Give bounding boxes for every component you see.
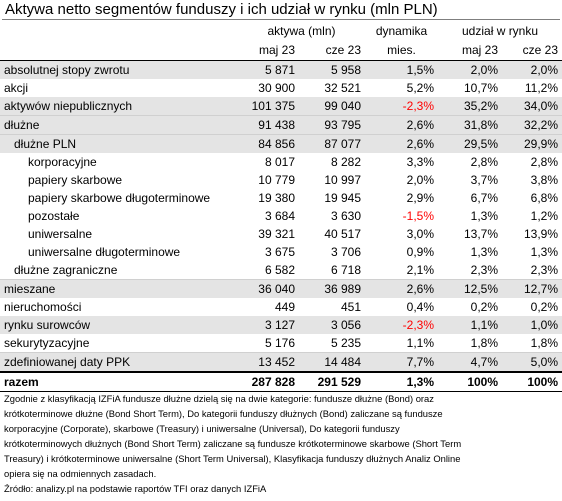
aktywa-cze-cell: 3 706 [330,245,362,259]
footnotes [4,391,554,496]
header-dynamika: dynamika [375,24,428,38]
udzial-maj-cell: 6,7% [470,191,499,205]
table-title: Aktywa netto segmentów funduszy i ich udział w rynku (mln PLN) [2,0,560,20]
udzial-cze-cell: 2,8% [530,155,559,169]
header-udzial-cze: cze 23 [502,41,562,61]
udzial-cze-cell: 32,2% [502,116,562,135]
aktywa-cze-cell: 5 958 [299,61,365,80]
row-label: dłużne [0,116,238,135]
table-row [0,353,562,373]
udzial-cze-cell: 1,8% [502,334,562,353]
dynamika-cell: 0,4% [406,300,435,314]
udzial-maj-cell: 0,2% [470,300,499,314]
aktywa-cze-cell: 93 795 [299,116,365,135]
udzial-maj-cell: 13,7% [463,227,499,241]
row-label: zdefiniowanej daty PPK [0,353,238,373]
header-aktywa: aktywa (mln) [267,24,336,38]
funds-table [0,21,562,392]
aktywa-maj-cell: 10 779 [258,173,295,187]
total-a1-cell: 287 828 [238,372,299,392]
aktywa-maj-cell: 3 684 [264,209,295,223]
udzial-maj-cell: 1,3% [470,245,499,259]
aktywa-maj-cell: 449 [274,300,295,314]
header-mies: mies. [365,41,438,61]
aktywa-cze-cell: 6 718 [299,261,365,280]
udzial-cze-cell: 3,8% [530,173,559,187]
aktywa-cze-cell: 3 056 [299,316,365,334]
udzial-cze-cell: 2,3% [502,261,562,280]
aktywa-maj-cell: 3 675 [264,245,295,259]
header-row-1 [0,21,562,41]
udzial-cze-cell: 5,0% [502,353,562,373]
footnote-line: krótkoterminowe dłużne (Bond Short Term), Do kategorii funduszy dłużnych (Bond) zaliczane są fundusze [4,408,443,419]
aktywa-maj-cell: 3 127 [238,316,299,334]
footnote-line: opiera się na odmiennych zasadach. [4,468,157,479]
udzial-maj-cell: 29,5% [438,135,502,154]
udzial-cze-cell: 1,2% [530,209,559,223]
udzial-cze-cell: 2,0% [502,61,562,80]
aktywa-cze-cell: 3 630 [330,209,362,223]
row-label: papiery skarbowe długoterminowe [28,191,211,205]
aktywa-maj-cell: 6 582 [238,261,299,280]
row-label: dłużne PLN [0,135,238,154]
table-row [0,79,562,97]
row-label: korporacyjne [28,155,97,169]
row-label: akcji [4,81,29,95]
udzial-maj-cell: 3,7% [470,173,499,187]
dynamika-cell: 5,2% [406,81,435,95]
udzial-cze-cell: 34,0% [502,97,562,116]
footnote-line: Treasury) i krótkoterminowe uniwersalne (Short Term Universal), Klasyfikacja funduszy dłużnych Analiz Online [4,453,461,464]
row-label: dłużne zagraniczne [0,261,238,280]
aktywa-maj-cell: 36 040 [238,280,299,299]
table-row [0,298,562,316]
table-row [0,116,562,135]
total-u2-cell: 100% [502,372,562,392]
aktywa-cze-cell: 8 282 [330,155,362,169]
udzial-maj-cell: 35,2% [438,97,502,116]
table-row [0,61,562,80]
table-row [0,334,562,353]
row-label: pozostałe [28,209,80,223]
aktywa-cze-cell: 99 040 [299,97,365,116]
udzial-maj-cell: 1,8% [438,334,502,353]
total-u1-cell: 100% [438,372,502,392]
table-row [0,280,562,299]
table-row [0,97,562,116]
dynamika-cell: -2,3% [365,97,438,116]
udzial-cze-cell: 1,0% [502,316,562,334]
total-row [0,372,562,392]
header-udzial: udział w rynku [462,24,539,38]
row-label: aktywów niepublicznych [0,97,238,116]
udzial-cze-cell: 29,9% [502,135,562,154]
dynamika-cell: 2,6% [365,135,438,154]
table-row [0,243,562,261]
udzial-maj-cell: 2,8% [470,155,499,169]
aktywa-maj-cell: 8 017 [264,155,295,169]
header-row-2 [0,41,562,61]
row-label: uniwersalne długoterminowe [28,245,181,259]
row-label: sekurytyzacyjne [0,334,238,353]
source-note: Źródło: analizy.pl na podstawie raportów TFI oraz danych IZFiA [4,483,267,494]
aktywa-maj-cell: 91 438 [238,116,299,135]
footnote-line: Zgodnie z klasyfikacją IZFiA fundusze dłużne dzielą się na dwie kategorie: fundusze dłużne (Bond) oraz [4,393,434,404]
dynamika-cell: -2,3% [365,316,438,334]
footnote-line: korporacyjne (Corporate), skarbowe (Treasury) i uniwersalne (Universal), Do kategorii funduszy [4,423,400,434]
row-label: uniwersalne [28,227,93,241]
table-row [0,261,562,280]
table-row [0,316,562,334]
aktywa-cze-cell: 32 521 [324,81,362,95]
dynamika-cell: 1,1% [365,334,438,353]
aktywa-cze-cell: 40 517 [324,227,362,241]
total-dyn-cell: 1,3% [365,372,438,392]
aktywa-cze-cell: 14 484 [299,353,365,373]
udzial-maj-cell: 10,7% [463,81,499,95]
table-row [0,225,562,243]
udzial-cze-cell: 1,3% [530,245,559,259]
footnote-line: krótkoterminowych dłużnych (Bond Short Term) zaliczane są fundusze krótkoterminowe skarbowe (Short Term [4,438,462,449]
aktywa-cze-cell: 19 945 [324,191,362,205]
dynamika-cell: 2,0% [406,173,435,187]
udzial-cze-cell: 0,2% [530,300,559,314]
row-label: papiery skarbowe [28,173,123,187]
dynamika-cell: 2,9% [406,191,435,205]
udzial-maj-cell: 2,0% [438,61,502,80]
aktywa-maj-cell: 5 176 [238,334,299,353]
table-row [0,135,562,154]
header-aktywa-cze: cze 23 [299,41,365,61]
udzial-maj-cell: 31,8% [438,116,502,135]
udzial-maj-cell: 1,3% [470,209,499,223]
udzial-cze-cell: 12,7% [502,280,562,299]
row-label: nieruchomości [4,300,82,314]
aktywa-cze-cell: 5 235 [299,334,365,353]
dynamika-cell: 1,5% [365,61,438,80]
table-row [0,207,562,225]
aktywa-maj-cell: 5 871 [238,61,299,80]
aktywa-maj-cell: 101 375 [238,97,299,116]
table-row [0,189,562,207]
aktywa-cze-cell: 451 [340,300,362,314]
dynamika-cell: 3,0% [406,227,435,241]
aktywa-maj-cell: 19 380 [258,191,295,205]
udzial-maj-cell: 12,5% [438,280,502,299]
udzial-cze-cell: 6,8% [530,191,559,205]
aktywa-cze-cell: 36 989 [299,280,365,299]
aktywa-maj-cell: 30 900 [258,81,295,95]
udzial-cze-cell: 13,9% [523,227,559,241]
table-row [0,153,562,171]
aktywa-cze-cell: 87 077 [299,135,365,154]
dynamika-cell: 0,9% [406,245,435,259]
udzial-maj-cell: 2,3% [438,261,502,280]
aktywa-cze-cell: 10 997 [324,173,362,187]
udzial-maj-cell: 1,1% [438,316,502,334]
aktywa-maj-cell: 13 452 [238,353,299,373]
row-label: rynku surowców [0,316,238,334]
dynamika-cell: 3,3% [406,155,435,169]
table-row [0,171,562,189]
dynamika-cell: -1,5% [402,209,435,223]
header-aktywa-maj: maj 23 [238,41,299,61]
total-a2-cell: 291 529 [299,372,365,392]
aktywa-maj-cell: 39 321 [258,227,295,241]
dynamika-cell: 2,6% [365,116,438,135]
udzial-cze-cell: 11,2% [524,81,559,95]
row-label: absolutnej stopy zwrotu [0,61,238,80]
total-label-cell: razem [0,372,238,392]
udzial-maj-cell: 4,7% [438,353,502,373]
dynamika-cell: 7,7% [365,353,438,373]
header-udzial-maj: maj 23 [438,41,502,61]
aktywa-maj-cell: 84 856 [238,135,299,154]
dynamika-cell: 2,6% [365,280,438,299]
dynamika-cell: 2,1% [365,261,438,280]
row-label: mieszane [0,280,238,299]
